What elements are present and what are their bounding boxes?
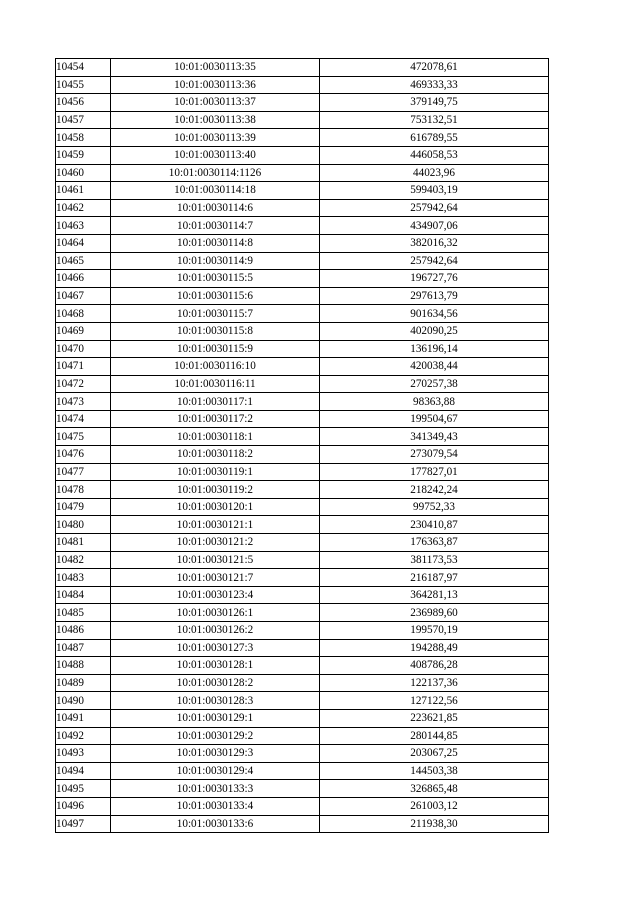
table-row <box>56 164 549 182</box>
row-number-cell: 10469 <box>56 322 111 340</box>
cadastral-number-cell: 10:01:0030126:1 <box>111 604 320 622</box>
cadastral-number-cell: 10:01:0030119:2 <box>111 481 320 499</box>
value-cell: 420038,44 <box>320 358 549 376</box>
value-cell: 122137,36 <box>320 674 549 692</box>
table-row <box>56 428 549 446</box>
row-number-cell: 10458 <box>56 129 111 147</box>
row-number-cell: 10492 <box>56 727 111 745</box>
value-cell: 434907,06 <box>320 217 549 235</box>
cadastral-number-cell: 10:01:0030114:1126 <box>111 164 320 182</box>
cadastral-number-cell: 10:01:0030114:7 <box>111 217 320 235</box>
cadastral-number-cell: 10:01:0030115:5 <box>111 270 320 288</box>
row-number-cell: 10481 <box>56 534 111 552</box>
table-row <box>56 182 549 200</box>
row-number-cell: 10459 <box>56 146 111 164</box>
value-cell: 472078,61 <box>320 59 549 77</box>
value-cell: 144503,38 <box>320 762 549 780</box>
table-row <box>56 674 549 692</box>
value-cell: 326865,48 <box>320 780 549 798</box>
row-number-cell: 10463 <box>56 217 111 235</box>
row-number-cell: 10467 <box>56 287 111 305</box>
value-cell: 98363,88 <box>320 393 549 411</box>
table-row <box>56 199 549 217</box>
row-number-cell: 10485 <box>56 604 111 622</box>
row-number-cell: 10457 <box>56 111 111 129</box>
cadastral-number-cell: 10:01:0030113:35 <box>111 59 320 77</box>
cadastral-number-cell: 10:01:0030126:2 <box>111 622 320 640</box>
value-cell: 402090,25 <box>320 322 549 340</box>
row-number-cell: 10493 <box>56 745 111 763</box>
table-row <box>56 375 549 393</box>
cadastral-number-cell: 10:01:0030116:10 <box>111 358 320 376</box>
cadastral-number-cell: 10:01:0030123:4 <box>111 586 320 604</box>
row-number-cell: 10479 <box>56 498 111 516</box>
row-number-cell: 10496 <box>56 797 111 815</box>
table-row <box>56 340 549 358</box>
value-cell: 199504,67 <box>320 410 549 428</box>
value-cell: 223621,85 <box>320 709 549 727</box>
table-row <box>56 305 549 323</box>
table-row <box>56 358 549 376</box>
table-row <box>56 481 549 499</box>
value-cell: 176363,87 <box>320 534 549 552</box>
table-row <box>56 762 549 780</box>
cadastral-number-cell: 10:01:0030133:4 <box>111 797 320 815</box>
value-cell: 382016,32 <box>320 234 549 252</box>
table-row <box>56 797 549 815</box>
row-number-cell: 10490 <box>56 692 111 710</box>
table-row <box>56 252 549 270</box>
cadastral-number-cell: 10:01:0030118:1 <box>111 428 320 446</box>
row-number-cell: 10478 <box>56 481 111 499</box>
table-row <box>56 709 549 727</box>
cadastral-number-cell: 10:01:0030113:40 <box>111 146 320 164</box>
value-cell: 177827,01 <box>320 463 549 481</box>
value-cell: 216187,97 <box>320 569 549 587</box>
cadastral-number-cell: 10:01:0030115:7 <box>111 305 320 323</box>
row-number-cell: 10454 <box>56 59 111 77</box>
cadastral-number-cell: 10:01:0030114:18 <box>111 182 320 200</box>
table-row <box>56 410 549 428</box>
cadastral-number-cell: 10:01:0030116:11 <box>111 375 320 393</box>
table-row <box>56 463 549 481</box>
table-row <box>56 129 549 147</box>
row-number-cell: 10482 <box>56 551 111 569</box>
cadastral-number-cell: 10:01:0030121:5 <box>111 551 320 569</box>
value-cell: 99752,33 <box>320 498 549 516</box>
value-cell: 341349,43 <box>320 428 549 446</box>
row-number-cell: 10466 <box>56 270 111 288</box>
row-number-cell: 10491 <box>56 709 111 727</box>
cadastral-number-cell: 10:01:0030128:3 <box>111 692 320 710</box>
value-cell: 446058,53 <box>320 146 549 164</box>
cadastral-number-cell: 10:01:0030128:1 <box>111 657 320 675</box>
cadastral-number-cell: 10:01:0030113:37 <box>111 94 320 112</box>
cadastral-number-cell: 10:01:0030114:8 <box>111 234 320 252</box>
cadastral-number-cell: 10:01:0030117:2 <box>111 410 320 428</box>
table-row <box>56 551 549 569</box>
table-row <box>56 217 549 235</box>
data-table <box>55 58 549 833</box>
cadastral-number-cell: 10:01:0030114:6 <box>111 199 320 217</box>
row-number-cell: 10462 <box>56 199 111 217</box>
table-row <box>56 111 549 129</box>
row-number-cell: 10483 <box>56 569 111 587</box>
row-number-cell: 10494 <box>56 762 111 780</box>
row-number-cell: 10470 <box>56 340 111 358</box>
table-row <box>56 586 549 604</box>
value-cell: 261003,12 <box>320 797 549 815</box>
table-row <box>56 815 549 833</box>
row-number-cell: 10497 <box>56 815 111 833</box>
row-number-cell: 10468 <box>56 305 111 323</box>
value-cell: 257942,64 <box>320 199 549 217</box>
table-row <box>56 270 549 288</box>
value-cell: 381173,53 <box>320 551 549 569</box>
value-cell: 379149,75 <box>320 94 549 112</box>
value-cell: 616789,55 <box>320 129 549 147</box>
value-cell: 257942,64 <box>320 252 549 270</box>
cadastral-number-cell: 10:01:0030113:39 <box>111 129 320 147</box>
row-number-cell: 10484 <box>56 586 111 604</box>
table-row <box>56 780 549 798</box>
row-number-cell: 10473 <box>56 393 111 411</box>
row-number-cell: 10471 <box>56 358 111 376</box>
value-cell: 196727,76 <box>320 270 549 288</box>
table-row <box>56 692 549 710</box>
table-row <box>56 446 549 464</box>
value-cell: 127122,56 <box>320 692 549 710</box>
table-row <box>56 657 549 675</box>
row-number-cell: 10487 <box>56 639 111 657</box>
value-cell: 364281,13 <box>320 586 549 604</box>
cadastral-number-cell: 10:01:0030115:9 <box>111 340 320 358</box>
row-number-cell: 10488 <box>56 657 111 675</box>
cadastral-number-cell: 10:01:0030121:1 <box>111 516 320 534</box>
cadastral-number-cell: 10:01:0030113:36 <box>111 76 320 94</box>
cadastral-number-cell: 10:01:0030129:4 <box>111 762 320 780</box>
table-row <box>56 727 549 745</box>
table-row <box>56 94 549 112</box>
row-number-cell: 10472 <box>56 375 111 393</box>
value-cell: 297613,79 <box>320 287 549 305</box>
cadastral-number-cell: 10:01:0030121:2 <box>111 534 320 552</box>
row-number-cell: 10464 <box>56 234 111 252</box>
cadastral-number-cell: 10:01:0030118:2 <box>111 446 320 464</box>
value-cell: 136196,14 <box>320 340 549 358</box>
value-cell: 599403,19 <box>320 182 549 200</box>
table-row <box>56 287 549 305</box>
row-number-cell: 10495 <box>56 780 111 798</box>
cadastral-number-cell: 10:01:0030115:8 <box>111 322 320 340</box>
row-number-cell: 10477 <box>56 463 111 481</box>
table-row <box>56 146 549 164</box>
table-row <box>56 516 549 534</box>
table-row <box>56 59 549 77</box>
cadastral-number-cell: 10:01:0030133:6 <box>111 815 320 833</box>
cadastral-number-cell: 10:01:0030114:9 <box>111 252 320 270</box>
value-cell: 901634,56 <box>320 305 549 323</box>
row-number-cell: 10475 <box>56 428 111 446</box>
value-cell: 408786,28 <box>320 657 549 675</box>
value-cell: 44023,96 <box>320 164 549 182</box>
cadastral-number-cell: 10:01:0030129:2 <box>111 727 320 745</box>
cadastral-number-cell: 10:01:0030113:38 <box>111 111 320 129</box>
value-cell: 203067,25 <box>320 745 549 763</box>
row-number-cell: 10461 <box>56 182 111 200</box>
value-cell: 280144,85 <box>320 727 549 745</box>
value-cell: 236989,60 <box>320 604 549 622</box>
value-cell: 194288,49 <box>320 639 549 657</box>
value-cell: 469333,33 <box>320 76 549 94</box>
value-cell: 753132,51 <box>320 111 549 129</box>
cadastral-number-cell: 10:01:0030121:7 <box>111 569 320 587</box>
table-row <box>56 393 549 411</box>
table-row <box>56 322 549 340</box>
value-cell: 230410,87 <box>320 516 549 534</box>
cadastral-number-cell: 10:01:0030129:3 <box>111 745 320 763</box>
cadastral-number-cell: 10:01:0030119:1 <box>111 463 320 481</box>
table-row <box>56 622 549 640</box>
row-number-cell: 10460 <box>56 164 111 182</box>
value-cell: 218242,24 <box>320 481 549 499</box>
value-cell: 273079,54 <box>320 446 549 464</box>
cadastral-number-cell: 10:01:0030129:1 <box>111 709 320 727</box>
cadastral-number-cell: 10:01:0030120:1 <box>111 498 320 516</box>
table-row <box>56 604 549 622</box>
row-number-cell: 10455 <box>56 76 111 94</box>
value-cell: 211938,30 <box>320 815 549 833</box>
row-number-cell: 10480 <box>56 516 111 534</box>
table-row <box>56 569 549 587</box>
row-number-cell: 10465 <box>56 252 111 270</box>
row-number-cell: 10474 <box>56 410 111 428</box>
cadastral-number-cell: 10:01:0030117:1 <box>111 393 320 411</box>
row-number-cell: 10486 <box>56 622 111 640</box>
value-cell: 199570,19 <box>320 622 549 640</box>
cadastral-number-cell: 10:01:0030115:6 <box>111 287 320 305</box>
table-row <box>56 639 549 657</box>
cadastral-number-cell: 10:01:0030133:3 <box>111 780 320 798</box>
row-number-cell: 10456 <box>56 94 111 112</box>
value-cell: 270257,38 <box>320 375 549 393</box>
table-row <box>56 234 549 252</box>
row-number-cell: 10476 <box>56 446 111 464</box>
table-row <box>56 534 549 552</box>
table-row <box>56 498 549 516</box>
table-row <box>56 745 549 763</box>
row-number-cell: 10489 <box>56 674 111 692</box>
cadastral-number-cell: 10:01:0030127:3 <box>111 639 320 657</box>
cadastral-number-cell: 10:01:0030128:2 <box>111 674 320 692</box>
table-row <box>56 76 549 94</box>
table-body <box>56 59 549 833</box>
